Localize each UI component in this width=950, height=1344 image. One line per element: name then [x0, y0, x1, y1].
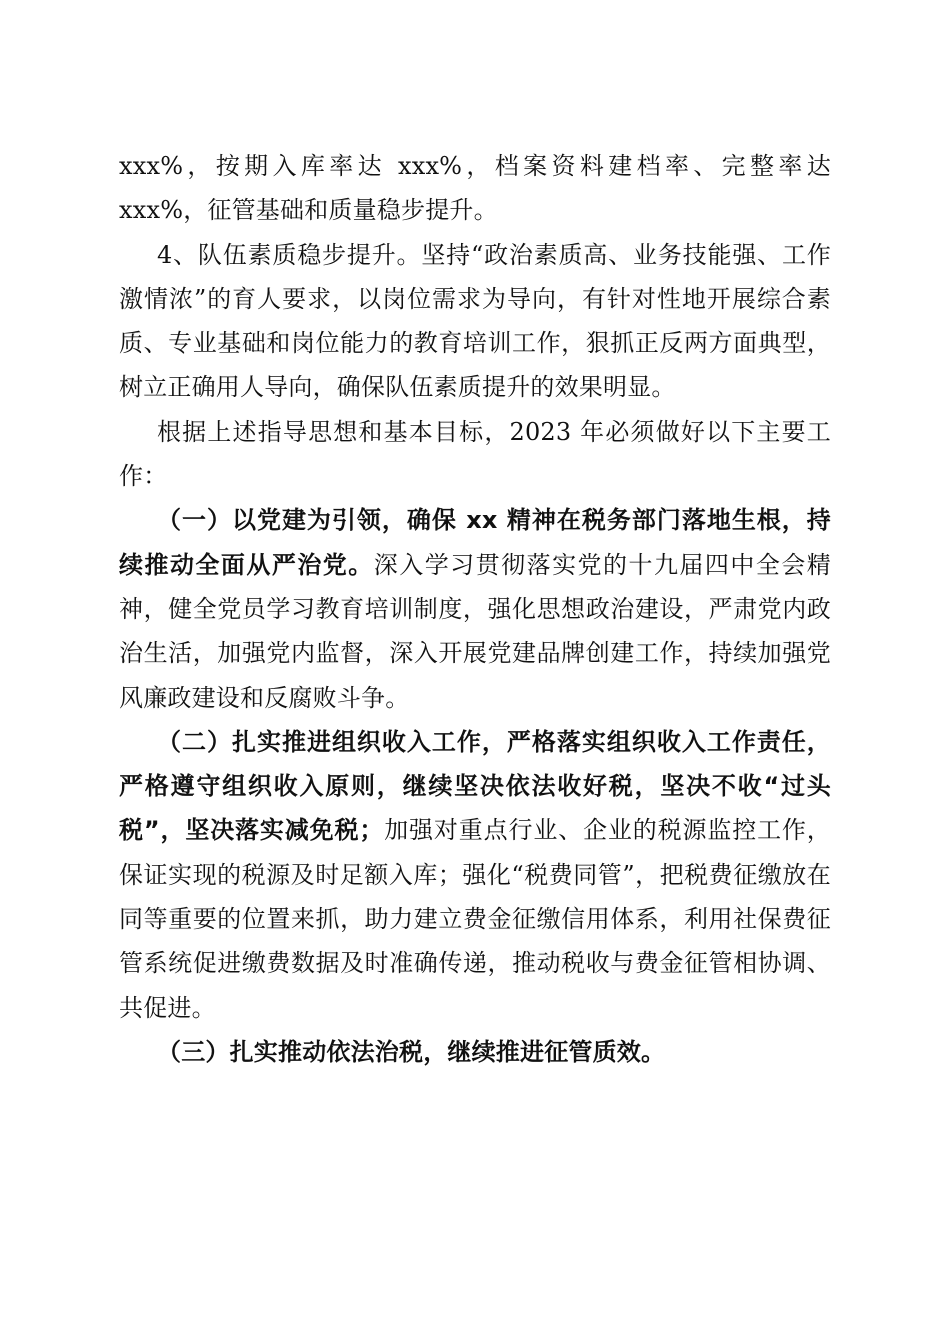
paragraph-4 [119, 498, 831, 719]
paragraph-1 [119, 144, 831, 233]
paragraph-5-text: 加强对重点行业、企业的税源监控工作，保证实现的税源及时足额入库；强化“税费同管”，把税费征缴放在同等重要的位置来抓，助力建立费金征缴信用体系，利用社保费征管系统促进缴费数据及时准确传递，推动税收与费金征管相协调、共促进。 [119, 816, 831, 1022]
paragraph-2-text: 4、队伍素质稳步提升。坚持“政治素质高、业务技能强、工作激情浓”的育人要求，以岗位需求为导向，有针对性地开展综合素质、专业基础和岗位能力的教育培训工作，狠抓正反两方面典型，树立正确用人导向，确保队伍素质提升的效果明显。 [119, 240, 831, 402]
paragraph-3-text: 根据上述指导思想和基本目标，2023 年必须做好以下主要工作： [119, 417, 831, 491]
paragraph-3 [119, 410, 831, 499]
paragraph-2 [119, 233, 831, 410]
paragraph-4-lead: （一）以党建为引领，确保 xx 精神在税务部门落地生根，持续推动全面从严治党。 [119, 506, 831, 579]
paragraph-4-text: 深入学习贯彻落实党的十九届四中全会精神，健全党员学习教育培训制度，强化思想政治建设，严肃党内政治生活，加强党内监督，深入开展党建品牌创建工作，持续加强党风廉政建设和反腐败斗争。 [119, 550, 832, 712]
paragraph-1-text: xxx%，按期入库率达 xxx%，档案资料建档率、完整率达 xxx%，征管基础和质量稳步提升。 [119, 152, 831, 225]
paragraph-6 [119, 1030, 831, 1074]
paragraph-6-lead: （三）扎实推动依法治税，继续推进征管质效。 [157, 1037, 666, 1066]
document-body [119, 144, 831, 1074]
paragraph-5 [119, 720, 831, 1030]
paragraph-5-lead: （二）扎实推进组织收入工作，严格落实组织收入工作责任，严格遵守组织收入原则，继续坚决依法收好税，坚决不收“过头税”，坚决落实减免税； [119, 727, 831, 845]
